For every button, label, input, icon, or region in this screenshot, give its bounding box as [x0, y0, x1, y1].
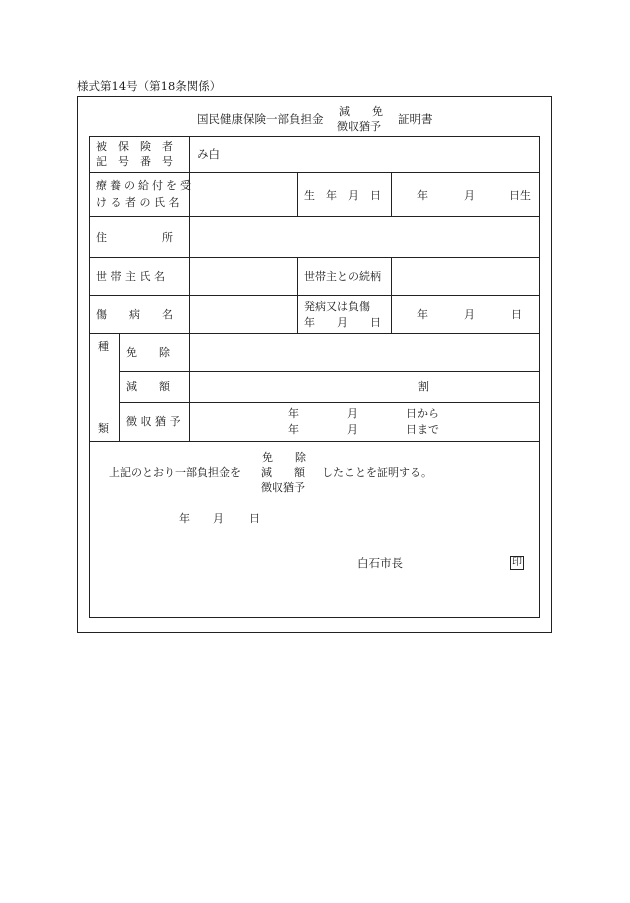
column-divider	[297, 257, 298, 333]
type-label-top: 種	[98, 340, 109, 353]
onset-label-line1: 発病又は負傷	[304, 300, 370, 313]
onset-label-line2: 年 月 日	[304, 316, 381, 329]
birth-date-label: 生 年 月 日	[304, 189, 381, 202]
onset-year-unit: 年	[417, 308, 428, 321]
certification-option-exemption: 免 除	[262, 451, 306, 464]
patient-name-field[interactable]	[193, 176, 293, 212]
deferment-from-month: 月	[347, 407, 358, 420]
injury-name-field[interactable]	[193, 299, 293, 329]
deferment-to-year: 年	[288, 423, 299, 436]
column-divider	[297, 172, 298, 216]
row-divider	[89, 216, 540, 217]
address-field[interactable]	[193, 220, 536, 253]
injury-label: 傷 病 名	[96, 308, 173, 321]
birth-month-unit: 月	[464, 189, 475, 202]
deferment-to-day: 日まで	[406, 423, 439, 436]
deferment-from-year: 年	[288, 407, 299, 420]
column-divider	[391, 172, 392, 216]
type-exemption-label: 免 除	[126, 346, 170, 359]
form-title-option-deferment: 徴収猶予	[337, 120, 381, 133]
row-divider	[119, 402, 540, 403]
form-number-label: 様式第14号（第18条関係）	[77, 79, 222, 93]
relation-label: 世帯主との続柄	[304, 270, 381, 283]
row-divider	[89, 441, 540, 442]
type-reduction-label: 減 額	[126, 380, 170, 393]
certification-suffix: したことを証明する。	[322, 466, 432, 479]
deferment-to-month: 月	[347, 423, 358, 436]
row-divider	[89, 295, 540, 296]
row-divider	[119, 371, 540, 372]
issuer-name: 白石市長	[357, 556, 403, 570]
certification-date-year: 年	[179, 512, 190, 525]
column-divider	[119, 333, 120, 441]
deferment-from-day: 日から	[406, 407, 439, 420]
type-label-bottom: 類	[98, 422, 109, 435]
row-divider	[89, 333, 540, 334]
form-title-option-reduction: 減 免	[339, 105, 383, 118]
birth-year-unit: 年	[417, 189, 428, 202]
address-label: 住 所	[96, 231, 173, 244]
certification-prefix: 上記のとおり一部負担金を	[109, 466, 241, 479]
row-divider	[89, 172, 540, 173]
insured-number-value[interactable]: み白	[197, 147, 220, 161]
certification-date-day: 日	[249, 512, 260, 525]
household-head-field[interactable]	[193, 261, 293, 291]
column-divider	[391, 257, 392, 333]
exemption-field[interactable]	[193, 337, 536, 367]
certification-option-reduction: 減 額	[261, 466, 305, 479]
seal-mark: 印	[512, 557, 522, 568]
insured-label-line1: 被 保 険 者	[96, 140, 173, 153]
relation-field[interactable]	[395, 261, 536, 291]
form-title-prefix: 国民健康保険一部負担金	[197, 112, 324, 126]
onset-month-unit: 月	[464, 308, 475, 321]
insured-label-line2: 記 号 番 号	[96, 155, 173, 168]
patient-label-line2: け る 者 の 氏 名	[96, 196, 180, 209]
birth-day-unit: 日生	[509, 189, 531, 202]
patient-label-line1: 療養の給付を受	[96, 179, 194, 192]
type-deferment-label: 徴 収 猶 予	[126, 415, 181, 428]
certification-date-month: 月	[213, 512, 224, 525]
reduction-unit: 割	[418, 380, 429, 393]
row-divider	[89, 257, 540, 258]
household-head-label: 世 帯 主 氏 名	[96, 270, 165, 283]
form-title-suffix: 証明書	[398, 112, 433, 126]
certification-option-deferment: 徴収猶予	[261, 481, 305, 494]
onset-day-unit: 日	[511, 308, 522, 321]
